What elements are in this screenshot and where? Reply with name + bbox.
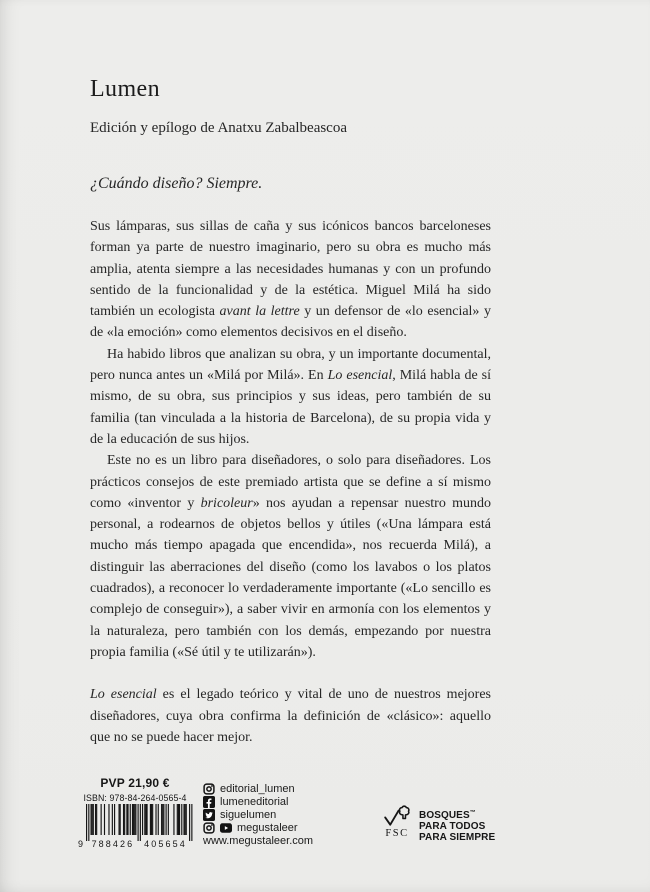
ean-barcode: [74, 804, 196, 848]
publisher-name: Lumen: [90, 76, 160, 102]
social-handle: siguelumen: [220, 808, 277, 821]
svg-text:9: 9: [78, 839, 84, 848]
twitter-icon: [203, 809, 215, 821]
fsc-slogan-line: BOSQUES™: [419, 810, 476, 821]
trademark-symbol: ™: [469, 810, 476, 816]
body-paragraph: Ha habido libros que analizan su obra, y un importante documental, pero nunca antes un «Milá por Milá». En Lo esencial, Milá habla de sí mismo, de su obra, sus principios y sus ideas, pero también de su familia (tan vinculada a la historia de Barcelona), de su propia vida y de la educación de sus hijos.: [90, 346, 492, 447]
social-row: [203, 808, 313, 821]
fsc-slogan: [419, 808, 495, 843]
fsc-tree-check-icon: [382, 805, 412, 827]
website-url: www.megustaleer.com: [203, 835, 314, 848]
fsc-acronym: FSC: [385, 828, 409, 839]
social-row: [203, 795, 313, 808]
edition-note: Edición y epílogo de Anatxu Zabalbeascoa: [90, 120, 347, 136]
social-row: [203, 822, 313, 835]
social-links: [203, 782, 313, 848]
fsc-slogan-line: PARA TODOS: [419, 821, 486, 832]
social-handle: editorial_lumen: [220, 782, 295, 795]
social-row: [203, 782, 313, 795]
svg-text:788426: 788426: [91, 839, 135, 848]
epigraph: ¿Cuándo diseño? Siempre.: [90, 175, 263, 192]
website-url-row: [203, 835, 313, 848]
fsc-certification: [382, 805, 495, 843]
ean-barcode-svg: [75, 804, 195, 848]
body-paragraph: Lo esencial es el legado teórico y vital de uno de nuestros mejores diseñadores, cuya obra confirma la definición de «clásico»: aquello que no se puede hacer mejor.: [90, 687, 491, 745]
social-handle: lumeneditorial: [220, 795, 289, 808]
facebook-icon: [203, 796, 215, 808]
body-text: [90, 216, 491, 748]
price-block: [74, 776, 196, 848]
svg-text:405654: 405654: [144, 839, 187, 848]
cover-text-column: [90, 76, 491, 748]
body-paragraph: Este no es un libro para diseñadores, o solo para diseñadores. Los prácticos consejos de este premiado artista que se define a sí mismo como «inventor y bricoleur» nos ayudan a repensar nuestro mundo personal, a rodearnos de objetos bellos y útiles («Una lámpara está mucho más tiempo apagada que encendida», nos recuerda Milá), a distinguir las aberraciones del diseño (como los lavabos o los platos cuadrados), a reconocer lo verdaderamente importante («Lo sencillo es complejo de conseguir»), a saber vivir en armonía con los elementos y la naturaleza, pero también con los demás, empezando por nuestra propia familia («Sé útil y te utilizarán»).: [90, 453, 492, 660]
price-label: PVP 21,90 €: [100, 776, 170, 790]
fsc-slogan-line: PARA SIEMPRE: [419, 832, 496, 843]
isbn-label: ISBN: 978-84-264-0565-4: [83, 793, 187, 803]
fsc-mark: [382, 805, 412, 839]
body-paragraph: Sus lámparas, sus sillas de caña y sus icónicos bancos barceloneses forman ya parte de nuestro imaginario, pero su obra es mucho más amplia, atenta siempre a las necesidades humanas y con un profundo sentido de la funcionalidad y de la estética. Miguel Milá ha sido también un ecologista avant la lettre y un defensor de «lo esencial» y de «la emoción» como elementos decisivos en el diseño.: [90, 219, 491, 341]
youtube-icon: [220, 822, 232, 834]
social-handle: megustaleer: [237, 822, 298, 835]
instagram-icon: [203, 822, 215, 834]
instagram-icon: [203, 783, 215, 795]
